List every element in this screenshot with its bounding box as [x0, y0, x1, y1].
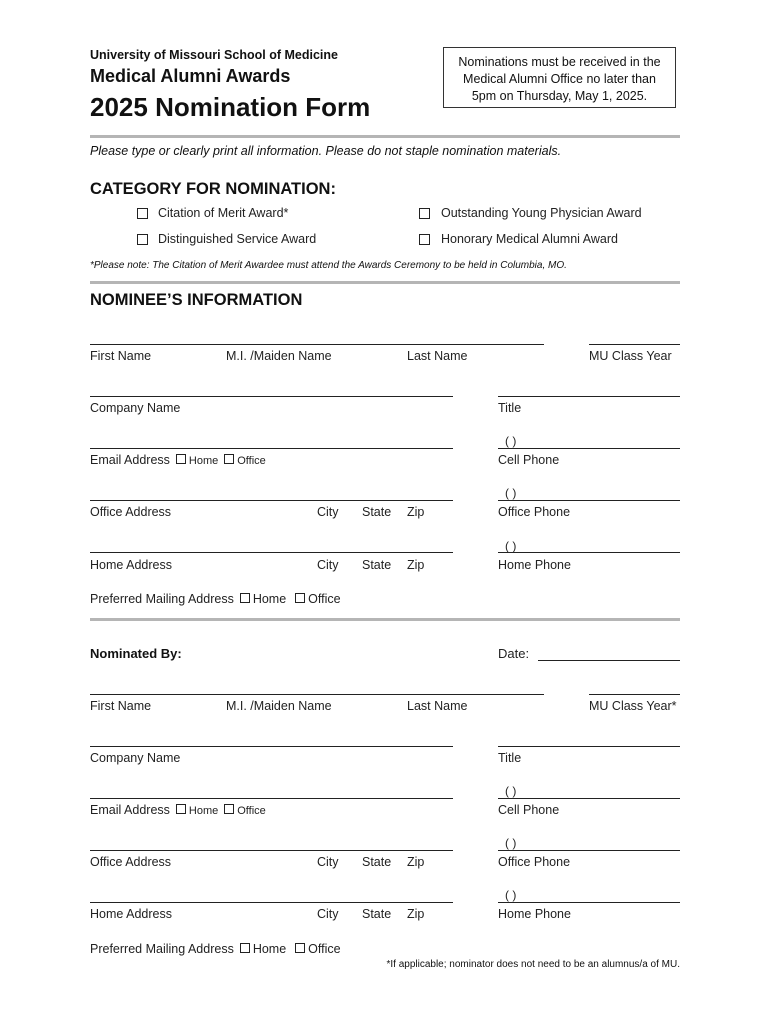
checkbox-outstanding-young-physician[interactable]: [419, 208, 430, 219]
preferred-office-checkbox[interactable]: [295, 593, 305, 603]
home-address-label: Home Address: [90, 558, 172, 572]
mi-maiden-label: M.I. /Maiden Name: [226, 349, 332, 363]
home-address-field[interactable]: [90, 552, 453, 553]
footnote: *If applicable; nominator does not need to be an alumnus/a of MU.: [386, 959, 680, 970]
office-address-label: Office Address: [90, 505, 172, 519]
nominator-home-address-label: Home Address: [90, 907, 172, 921]
home-city-label: City: [317, 558, 339, 572]
company-label: Company Name: [90, 401, 181, 415]
nominator-home-zip-label: Zip: [407, 907, 425, 921]
nominator-home-city-label: City: [317, 907, 339, 921]
nominator-title-label: Title: [498, 751, 522, 765]
date-field[interactable]: [538, 660, 680, 661]
company-field[interactable]: [90, 396, 453, 397]
cell-phone-field[interactable]: [498, 448, 680, 449]
nominator-office-phone-field[interactable]: [498, 850, 680, 851]
preferred-home-checkbox[interactable]: [240, 593, 250, 603]
title-field[interactable]: [498, 396, 680, 397]
nominator-last-name-label: Last Name: [407, 699, 468, 713]
option-outstanding-young-physician: Outstanding Young Physician Award: [441, 206, 642, 220]
date-label: Date:: [498, 646, 530, 661]
home-phone-label: Home Phone: [498, 558, 571, 572]
area-code-paren: ( ): [505, 434, 517, 448]
option-citation-of-merit: Citation of Merit Award*: [158, 206, 289, 220]
nominator-home-phone-field[interactable]: [498, 902, 680, 903]
divider: [90, 135, 680, 138]
nominator-home-address-field[interactable]: [90, 902, 453, 903]
cell-phone-label: Cell Phone: [498, 453, 560, 467]
email-label: [90, 453, 266, 467]
nominator-preferred-home-checkbox[interactable]: [240, 943, 250, 953]
title-label: Title: [498, 401, 522, 415]
nominator-email-office-checkbox[interactable]: [224, 804, 234, 814]
checkbox-honorary-medical-alumni[interactable]: [419, 234, 430, 245]
nominator-home-phone-label: Home Phone: [498, 907, 571, 921]
nominator-office-city-label: City: [317, 855, 339, 869]
nominator-preferred-office-label: Office: [308, 942, 341, 956]
nominator-home-state-label: State: [362, 907, 392, 921]
nominator-preferred-home-label: Home: [252, 942, 287, 956]
school-name: University of Missouri School of Medicine: [90, 48, 338, 62]
class-year-field[interactable]: [589, 344, 680, 345]
nominator-cell-phone-field[interactable]: [498, 798, 680, 799]
first-name-label: First Name: [90, 349, 152, 363]
nominator-class-year-label: MU Class Year*: [589, 699, 677, 713]
nominee-heading: NOMINEE’S INFORMATION: [90, 291, 303, 309]
checkbox-citation-of-merit[interactable]: [137, 208, 148, 219]
form-title: 2025 Nomination Form: [90, 92, 371, 122]
option-distinguished-service: Distinguished Service Award: [158, 232, 317, 246]
home-state-label: State: [362, 558, 392, 572]
nominator-title-field[interactable]: [498, 746, 680, 747]
area-code-paren: ( ): [505, 539, 517, 553]
home-zip-label: Zip: [407, 558, 425, 572]
category-heading: CATEGORY FOR NOMINATION:: [90, 180, 336, 198]
name-field[interactable]: [90, 344, 544, 345]
nominator-email-home-label: Home: [188, 805, 219, 817]
last-name-label: Last Name: [407, 349, 468, 363]
deadline-notice: Nominations must be received in the Medical Alumni Office no later than 5pm on Thursday, May 1, 2025.: [458, 55, 661, 103]
email-office-label: Office: [237, 455, 266, 467]
nominator-first-name-label: First Name: [90, 699, 152, 713]
office-phone-label: Office Phone: [498, 505, 571, 519]
nominator-office-address-field[interactable]: [90, 850, 453, 851]
option-honorary-medical-alumni: Honorary Medical Alumni Award: [441, 232, 618, 246]
class-year-label: MU Class Year: [589, 349, 672, 363]
nominator-preferred-mailing: [90, 942, 341, 956]
nominator-email-home-checkbox[interactable]: [176, 804, 186, 814]
area-code-paren: ( ): [505, 486, 517, 500]
nominator-class-year-field[interactable]: [589, 694, 680, 695]
home-phone-field[interactable]: [498, 552, 680, 553]
preferred-mailing: [90, 592, 341, 606]
nominator-email-office-label: Office: [237, 805, 266, 817]
nominator-cell-phone-label: Cell Phone: [498, 803, 560, 817]
nominator-heading: Nominated By:: [90, 646, 182, 661]
preferred-home-label: Home: [252, 592, 287, 606]
office-phone-field[interactable]: [498, 500, 680, 501]
nominator-office-zip-label: Zip: [407, 855, 425, 869]
nominator-office-state-label: State: [362, 855, 392, 869]
nominator-preferred-office-checkbox[interactable]: [295, 943, 305, 953]
email-home-checkbox[interactable]: [176, 454, 186, 464]
checkbox-distinguished-service[interactable]: [137, 234, 148, 245]
area-code-paren: ( ): [505, 888, 517, 902]
office-address-field[interactable]: [90, 500, 453, 501]
nominator-email-label: [90, 803, 266, 817]
area-code-paren: ( ): [505, 836, 517, 850]
instructions: Please type or clearly print all information. Please do not staple nomination materials.: [90, 144, 562, 158]
area-code-paren: ( ): [505, 784, 517, 798]
preferred-office-label: Office: [308, 592, 341, 606]
nominator-name-field[interactable]: [90, 694, 544, 695]
program-name: Medical Alumni Awards: [90, 66, 291, 86]
nominator-email-label-text: Email Address: [90, 803, 170, 817]
nominator-company-field[interactable]: [90, 746, 453, 747]
preferred-mailing-label: Preferred Mailing Address: [90, 592, 234, 606]
nominator-email-field[interactable]: [90, 798, 453, 799]
nominator-mi-maiden-label: M.I. /Maiden Name: [226, 699, 332, 713]
email-field[interactable]: [90, 448, 453, 449]
nominator-company-label: Company Name: [90, 751, 181, 765]
nominator-office-phone-label: Office Phone: [498, 855, 571, 869]
divider: [90, 281, 680, 284]
divider: [90, 618, 680, 621]
email-label-text: Email Address: [90, 453, 170, 467]
office-city-label: City: [317, 505, 339, 519]
office-state-label: State: [362, 505, 392, 519]
category-note: *Please note: The Citation of Merit Awardee must attend the Awards Ceremony to be held in Columbia, MO.: [90, 260, 567, 271]
nominator-office-address-label: Office Address: [90, 855, 172, 869]
email-office-checkbox[interactable]: [224, 454, 234, 464]
nominator-preferred-mailing-label: Preferred Mailing Address: [90, 942, 234, 956]
email-home-label: Home: [188, 455, 219, 467]
office-zip-label: Zip: [407, 505, 425, 519]
deadline-notice-box: [443, 47, 676, 108]
